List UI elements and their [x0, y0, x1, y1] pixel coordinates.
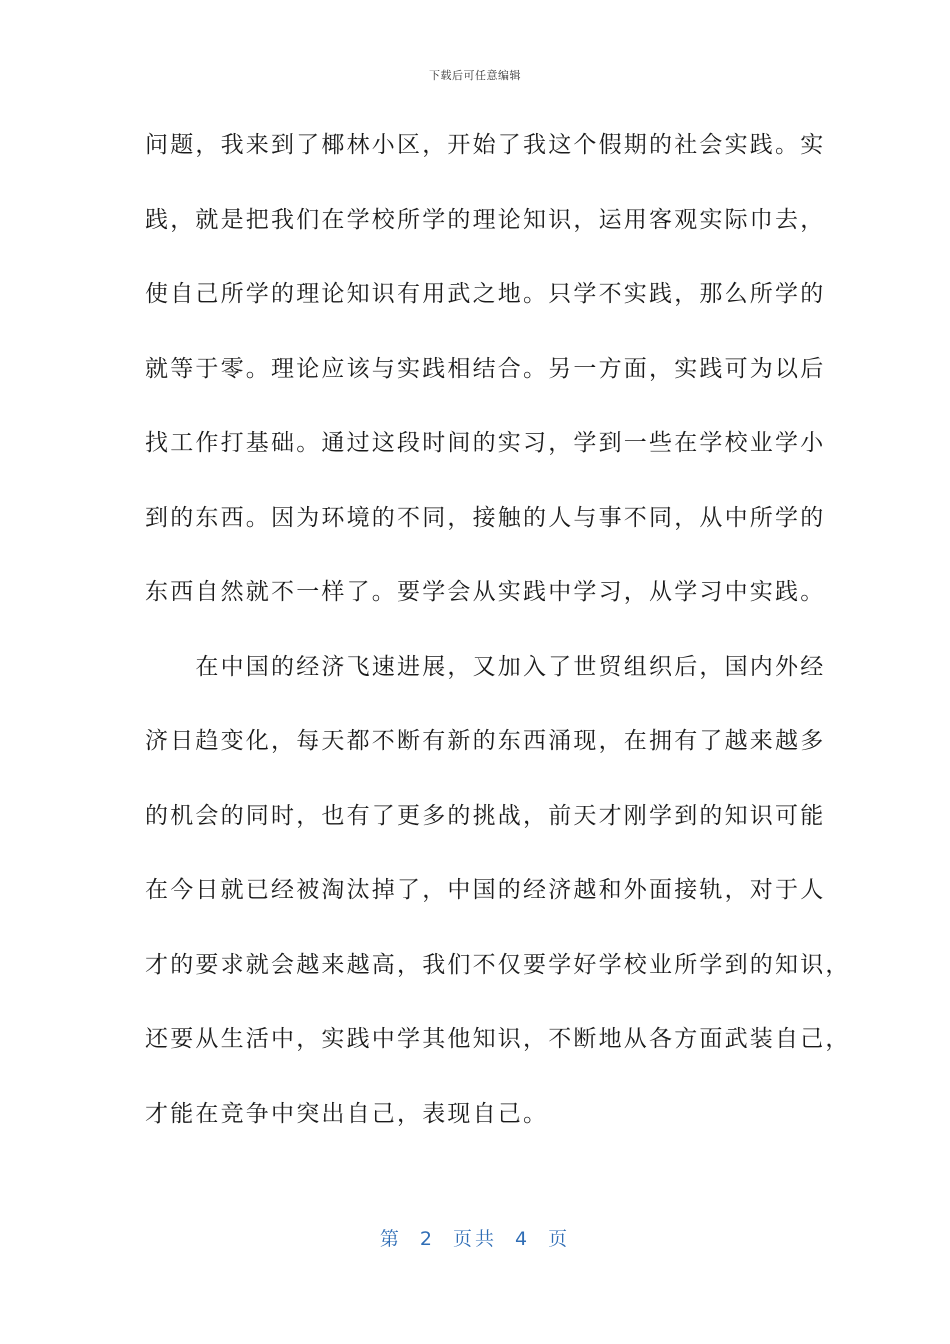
document-body — [145, 125, 851, 1168]
footer-suffix: 页 — [548, 1228, 571, 1250]
text-line: 才的要求就会越来越高，我们不仅要学好学校业所学到的知识， — [145, 951, 851, 978]
footer-prefix: 第 — [379, 1228, 402, 1250]
text-line: 还要从生活中，实践中学其他知识，不断地从各方面武装自己， — [145, 1026, 851, 1052]
text-line: 济日趋变化，每天都不断有新的东西涌现，在拥有了越来越多 — [145, 728, 826, 754]
current-page-number: 2 — [419, 1228, 435, 1250]
text-line: 才能在竞争中突出自己，表现自己。 — [145, 1100, 549, 1127]
text-line: 问题，我来到了椰林小区，开始了我这个假期的社会实践。实 — [145, 132, 826, 158]
text-line: 践，就是把我们在学校所学的理论知识，运用客观实际巾去， — [145, 206, 826, 233]
text-line: 找工作打基础。通过这段时间的实习，学到一些在学校业学小 — [145, 430, 826, 456]
text-line: 在中国的经济飞速进展，又加入了世贸组织后，国内外经 — [145, 653, 826, 680]
footer-middle: 页共 — [452, 1228, 497, 1250]
total-pages-number: 4 — [515, 1228, 531, 1250]
text-line: 到的东西。因为环境的不同，接触的人与事不同，从中所学的 — [145, 504, 826, 531]
text-line: 使自己所学的理论知识有用武之地。只学不实践，那么所学的 — [145, 281, 826, 307]
text-line: 在今日就已经被淘汰掉了，中国的经济越和外面接轨，对于人 — [145, 877, 826, 903]
header-note: 下载后可任意编辑 — [429, 69, 521, 82]
text-line: 的机会的同时，也有了更多的挑战，前天才刚学到的知识可能 — [145, 802, 826, 829]
page-footer — [0, 1224, 950, 1251]
text-line: 就等于零。理论应该与实践相结合。另一方面，实践可为以后 — [145, 355, 826, 382]
text-line: 东西自然就不一样了。要学会从实践中学习，从学习中实践。 — [145, 579, 826, 605]
